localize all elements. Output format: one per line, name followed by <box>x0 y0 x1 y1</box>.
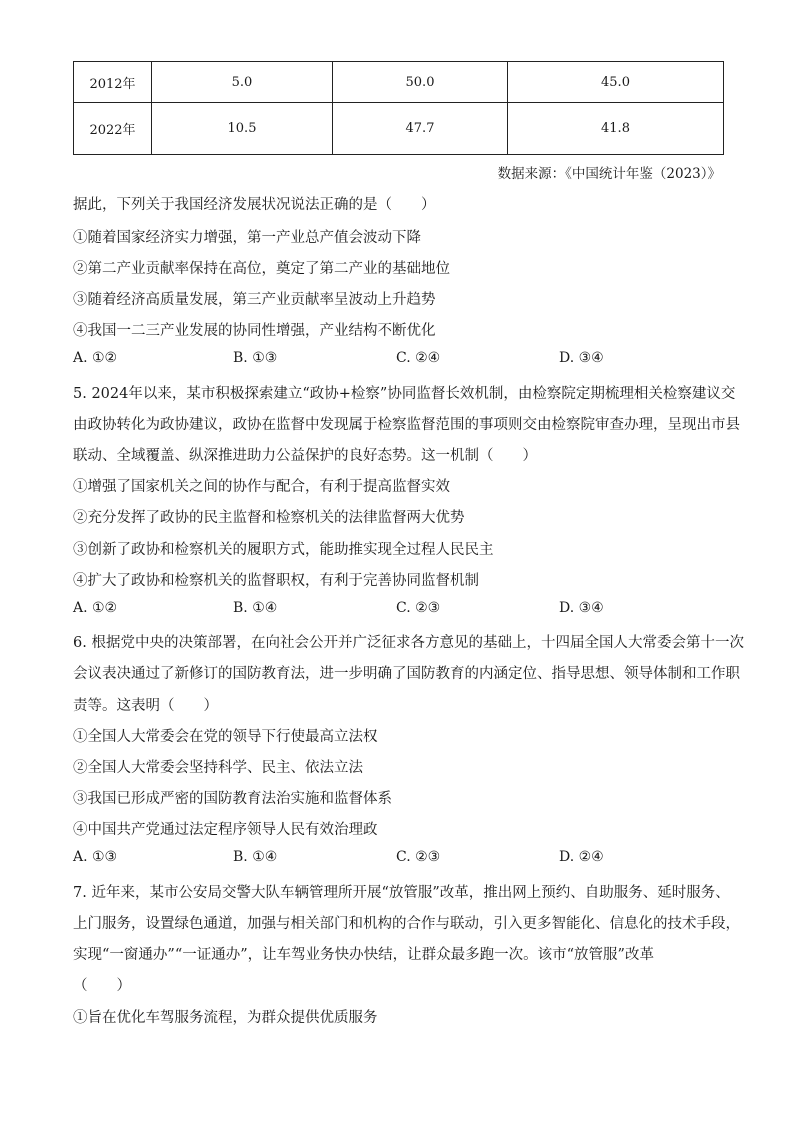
table-cell: 2012年 <box>74 62 152 103</box>
table-row <box>74 103 724 155</box>
question-5-stem-line: 由政协转化为政协建议，政协在监督中发现属于检察监督范围的事项则交由检察院审查办理，呈现出市县 <box>73 417 740 433</box>
question-6-stem-line: 会议表决通过了新修订的国防教育法，进一步明确了国防教育的内涵定位、指导思想、领导体制和工作职 <box>73 666 740 682</box>
table-row <box>74 62 724 103</box>
option-c[interactable]: C. ②④ <box>396 350 441 366</box>
question-7-stem-line: 7. 近年来，某市公安局交警大队车辆管理所开展“放管服”改革，推出网上预约、自助服务、延时服务、 <box>73 885 730 901</box>
statement-1: ①全国人大常委会在党的领导下行使最高立法权 <box>73 729 378 745</box>
data-source-note: 数据来源：《中国统计年鉴（2023）》 <box>497 166 721 182</box>
table-cell: 2022年 <box>74 103 152 155</box>
option-c[interactable]: C. ②③ <box>396 849 441 865</box>
option-b[interactable]: B. ①③ <box>233 350 278 366</box>
option-d[interactable]: D. ③④ <box>559 600 604 616</box>
question-7-stem-line: 实现“一窗通办”“一证通办”，让车驾业务快办快结，让群众最多跑一次。该市“放管服”改革 <box>73 947 654 963</box>
option-c[interactable]: C. ②③ <box>396 600 441 616</box>
statement-4: ④扩大了政协和检察机关的监督职权，有利于完善协同监督机制 <box>73 573 479 589</box>
question-6-stem-line: 责等。这表明（ ） <box>73 698 218 714</box>
table-cell: 5.0 <box>152 62 333 103</box>
statement-1: ①随着国家经济实力增强，第一产业总产值会波动下降 <box>73 230 421 246</box>
option-a[interactable]: A. ①② <box>73 350 118 366</box>
option-b[interactable]: B. ①④ <box>233 600 278 616</box>
option-d[interactable]: D. ③④ <box>559 350 604 366</box>
statement-1: ①增强了国家机关之间的协作与配合，有利于提高监督实效 <box>73 479 450 495</box>
question-4-options <box>73 350 723 370</box>
statement-4: ④中国共产党通过法定程序领导人民有效治理政 <box>73 822 378 838</box>
table-cell: 45.0 <box>508 62 724 103</box>
statement-3: ③创新了政协和检察机关的履职方式，能助推实现全过程人民民主 <box>73 542 494 558</box>
statement-3: ③随着经济高质量发展，第三产业贡献率呈波动上升趋势 <box>73 292 436 308</box>
option-a[interactable]: A. ①② <box>73 600 118 616</box>
statement-2: ②全国人大常委会坚持科学、民主、依法立法 <box>73 760 363 776</box>
option-a[interactable]: A. ①③ <box>73 849 118 865</box>
statement-2: ②充分发挥了政协的民主监督和检察机关的法律监督两大优势 <box>73 510 465 526</box>
statement-2: ②第二产业贡献率保持在高位，奠定了第二产业的基础地位 <box>73 261 450 277</box>
question-5-stem-line: 联动、全域覆盖、纵深推进助力公益保护的良好态势。这一机制（ ） <box>73 448 537 464</box>
statement-4: ④我国一二三产业发展的协同性增强，产业结构不断优化 <box>73 323 436 339</box>
option-d[interactable]: D. ②④ <box>559 849 604 865</box>
question-7-stem-line: 上门服务，设置绿色通道，加强与相关部门和机构的合作与联动，引入更多智能化、信息化的技术手段， <box>73 916 740 932</box>
option-b[interactable]: B. ①④ <box>233 849 278 865</box>
question-5-options <box>73 600 723 620</box>
question-6-options <box>73 849 723 869</box>
table-cell: 41.8 <box>508 103 724 155</box>
statistics-table <box>73 61 724 155</box>
question-4-stem: 据此，下列关于我国经济发展状况说法正确的是（ ） <box>73 197 436 213</box>
statement-3: ③我国已形成严密的国防教育法治实施和监督体系 <box>73 791 392 807</box>
table-cell: 47.7 <box>333 103 508 155</box>
question-5-stem-line: 5. 2024年以来，某市积极探索建立“政协+检察”协同监督长效机制，由检察院定期梳理相关检察建议交 <box>73 386 736 402</box>
table-cell: 50.0 <box>333 62 508 103</box>
table-cell: 10.5 <box>152 103 333 155</box>
question-7-stem-line: （ ） <box>73 978 131 994</box>
statement-1: ①旨在优化车驾服务流程，为群众提供优质服务 <box>73 1010 378 1026</box>
question-6-stem-line: 6. 根据党中央的决策部署，在向社会公开并广泛征求各方意见的基础上，十四届全国人大常委会第十一次 <box>73 635 744 651</box>
